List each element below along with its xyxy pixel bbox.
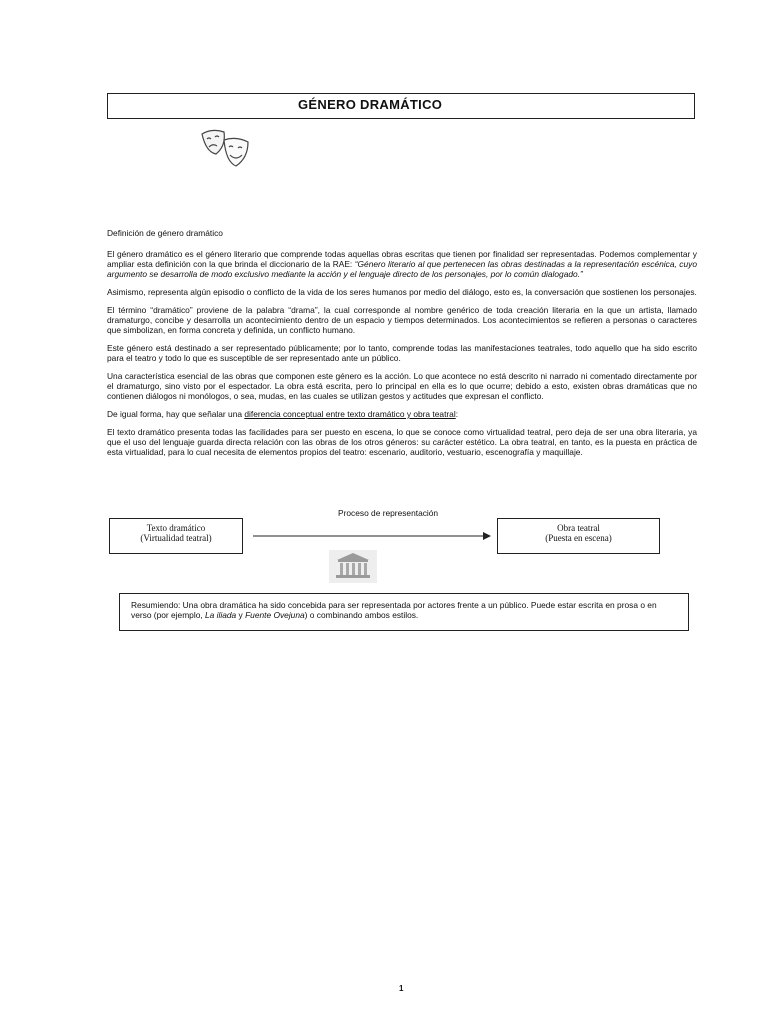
paragraph-definition bbox=[107, 249, 697, 279]
process-arrow bbox=[253, 530, 491, 542]
title-box bbox=[107, 93, 695, 119]
paragraph-virtuality: El texto dramático presenta todas las facilidades para ser puesto en escena, lo que se conoce como virtualidad teatral, pero deja de ser una obra literaria, ya que el uso del lenguaje guarda directa relación con las obras de los otros géneros: su carácter estético. La obra teatral, en tanto, es la puesta en práctica de esta virtualidad, para lo cual necesita de elementos propios del teatro: escenario, auditorio, vestuario, escenografía y maquillaje. bbox=[107, 427, 697, 457]
dramatic-text-box bbox=[109, 518, 243, 554]
box-label: Obra teatral bbox=[557, 523, 600, 533]
paragraph-action: Una característica esencial de las obras que componen este género es la acción. Lo que acontece no está descrito ni narrado ni comentado directamente por el dramaturgo, sino visto por el espectador. La obra está escrita, pero lo principal en ella es lo que ocurre; debido a esto, existen obras dramáticas que no contienen diálogos ni monólogos, o sea, mudas, en las cuales se utilizan gestos y actitudes que expresan el conflicto. bbox=[107, 371, 697, 401]
rae-quote: “Género literario al que pertenecen las obras destinadas a la representación escénica, cuyo argumento se desarrolla de modo exclusivo mediante la acción y el lenguaje directo de los personajes, por lo común dialogado.” bbox=[107, 259, 698, 279]
theatrical-work-box bbox=[497, 518, 660, 554]
summary-italic: Fuente Ovejuna bbox=[245, 610, 305, 620]
summary-text: ) o combinando ambos estilos. bbox=[304, 610, 419, 620]
underlined-phrase: diferencia conceptual entre texto dramático y obra teatral bbox=[244, 409, 456, 419]
box-label: Texto dramático bbox=[146, 523, 206, 533]
paragraph-text: : bbox=[455, 409, 459, 419]
paragraph-public: Este género está destinado a ser representado públicamente; por lo tanto, comprende todas las manifestaciones teatrales, todo aquello que ha sido escrito para el teatro y todo lo que es susceptible de ser representado ante un público. bbox=[107, 343, 697, 363]
diagram-title: Proceso de representación bbox=[338, 508, 439, 518]
summary-italic: La iliada bbox=[205, 610, 237, 620]
page-number: 1 bbox=[399, 984, 404, 993]
paragraph-dialogue: Asimismo, representa algún episodio o conflicto de la vida de los seres humanos por medio del diálogo, esto es, la conversación que sostienen los personajes. bbox=[107, 287, 697, 297]
theater-building-icon bbox=[329, 550, 377, 583]
summary-text: y bbox=[236, 610, 246, 620]
box-sublabel: (Puesta en escena) bbox=[545, 533, 612, 543]
summary-box bbox=[119, 593, 689, 631]
theater-masks-icon bbox=[198, 128, 254, 170]
paragraph-text: De igual forma, hay que señalar una bbox=[107, 409, 245, 419]
box-sublabel: (Virtualidad teatral) bbox=[140, 533, 212, 543]
body-text bbox=[107, 228, 697, 465]
paragraph-text: El género dramático es el género literario que comprende todas aquellas obras escritas que tienen por finalidad ser representadas. Podemos complementar y ampliar esta definición con la que brinda el diccionario de la RAE: bbox=[107, 249, 697, 269]
page-title: GÉNERO DRAMÁTICO bbox=[298, 97, 443, 112]
paragraph-term: El término “dramático” proviene de la palabra “drama”, la cual corresponde al nombre genérico de toda creación literaria en la que un artista, llamado dramaturgo, concibe y desarrolla un acontecimiento dentro de un espacio y tiempos determinados. Los acontecimientos se refieren a personas o caracteres que simbolizan, en forma concreta y definida, un conflicto humano. bbox=[107, 305, 697, 335]
section-heading: Definición de género dramático bbox=[107, 228, 223, 238]
summary-text: Resumiendo: Una obra dramática ha sido concebida para ser representada por actores frente a un público. Puede estar escrita en prosa o en verso (por ejemplo, bbox=[131, 600, 657, 620]
paragraph-difference bbox=[107, 409, 697, 419]
